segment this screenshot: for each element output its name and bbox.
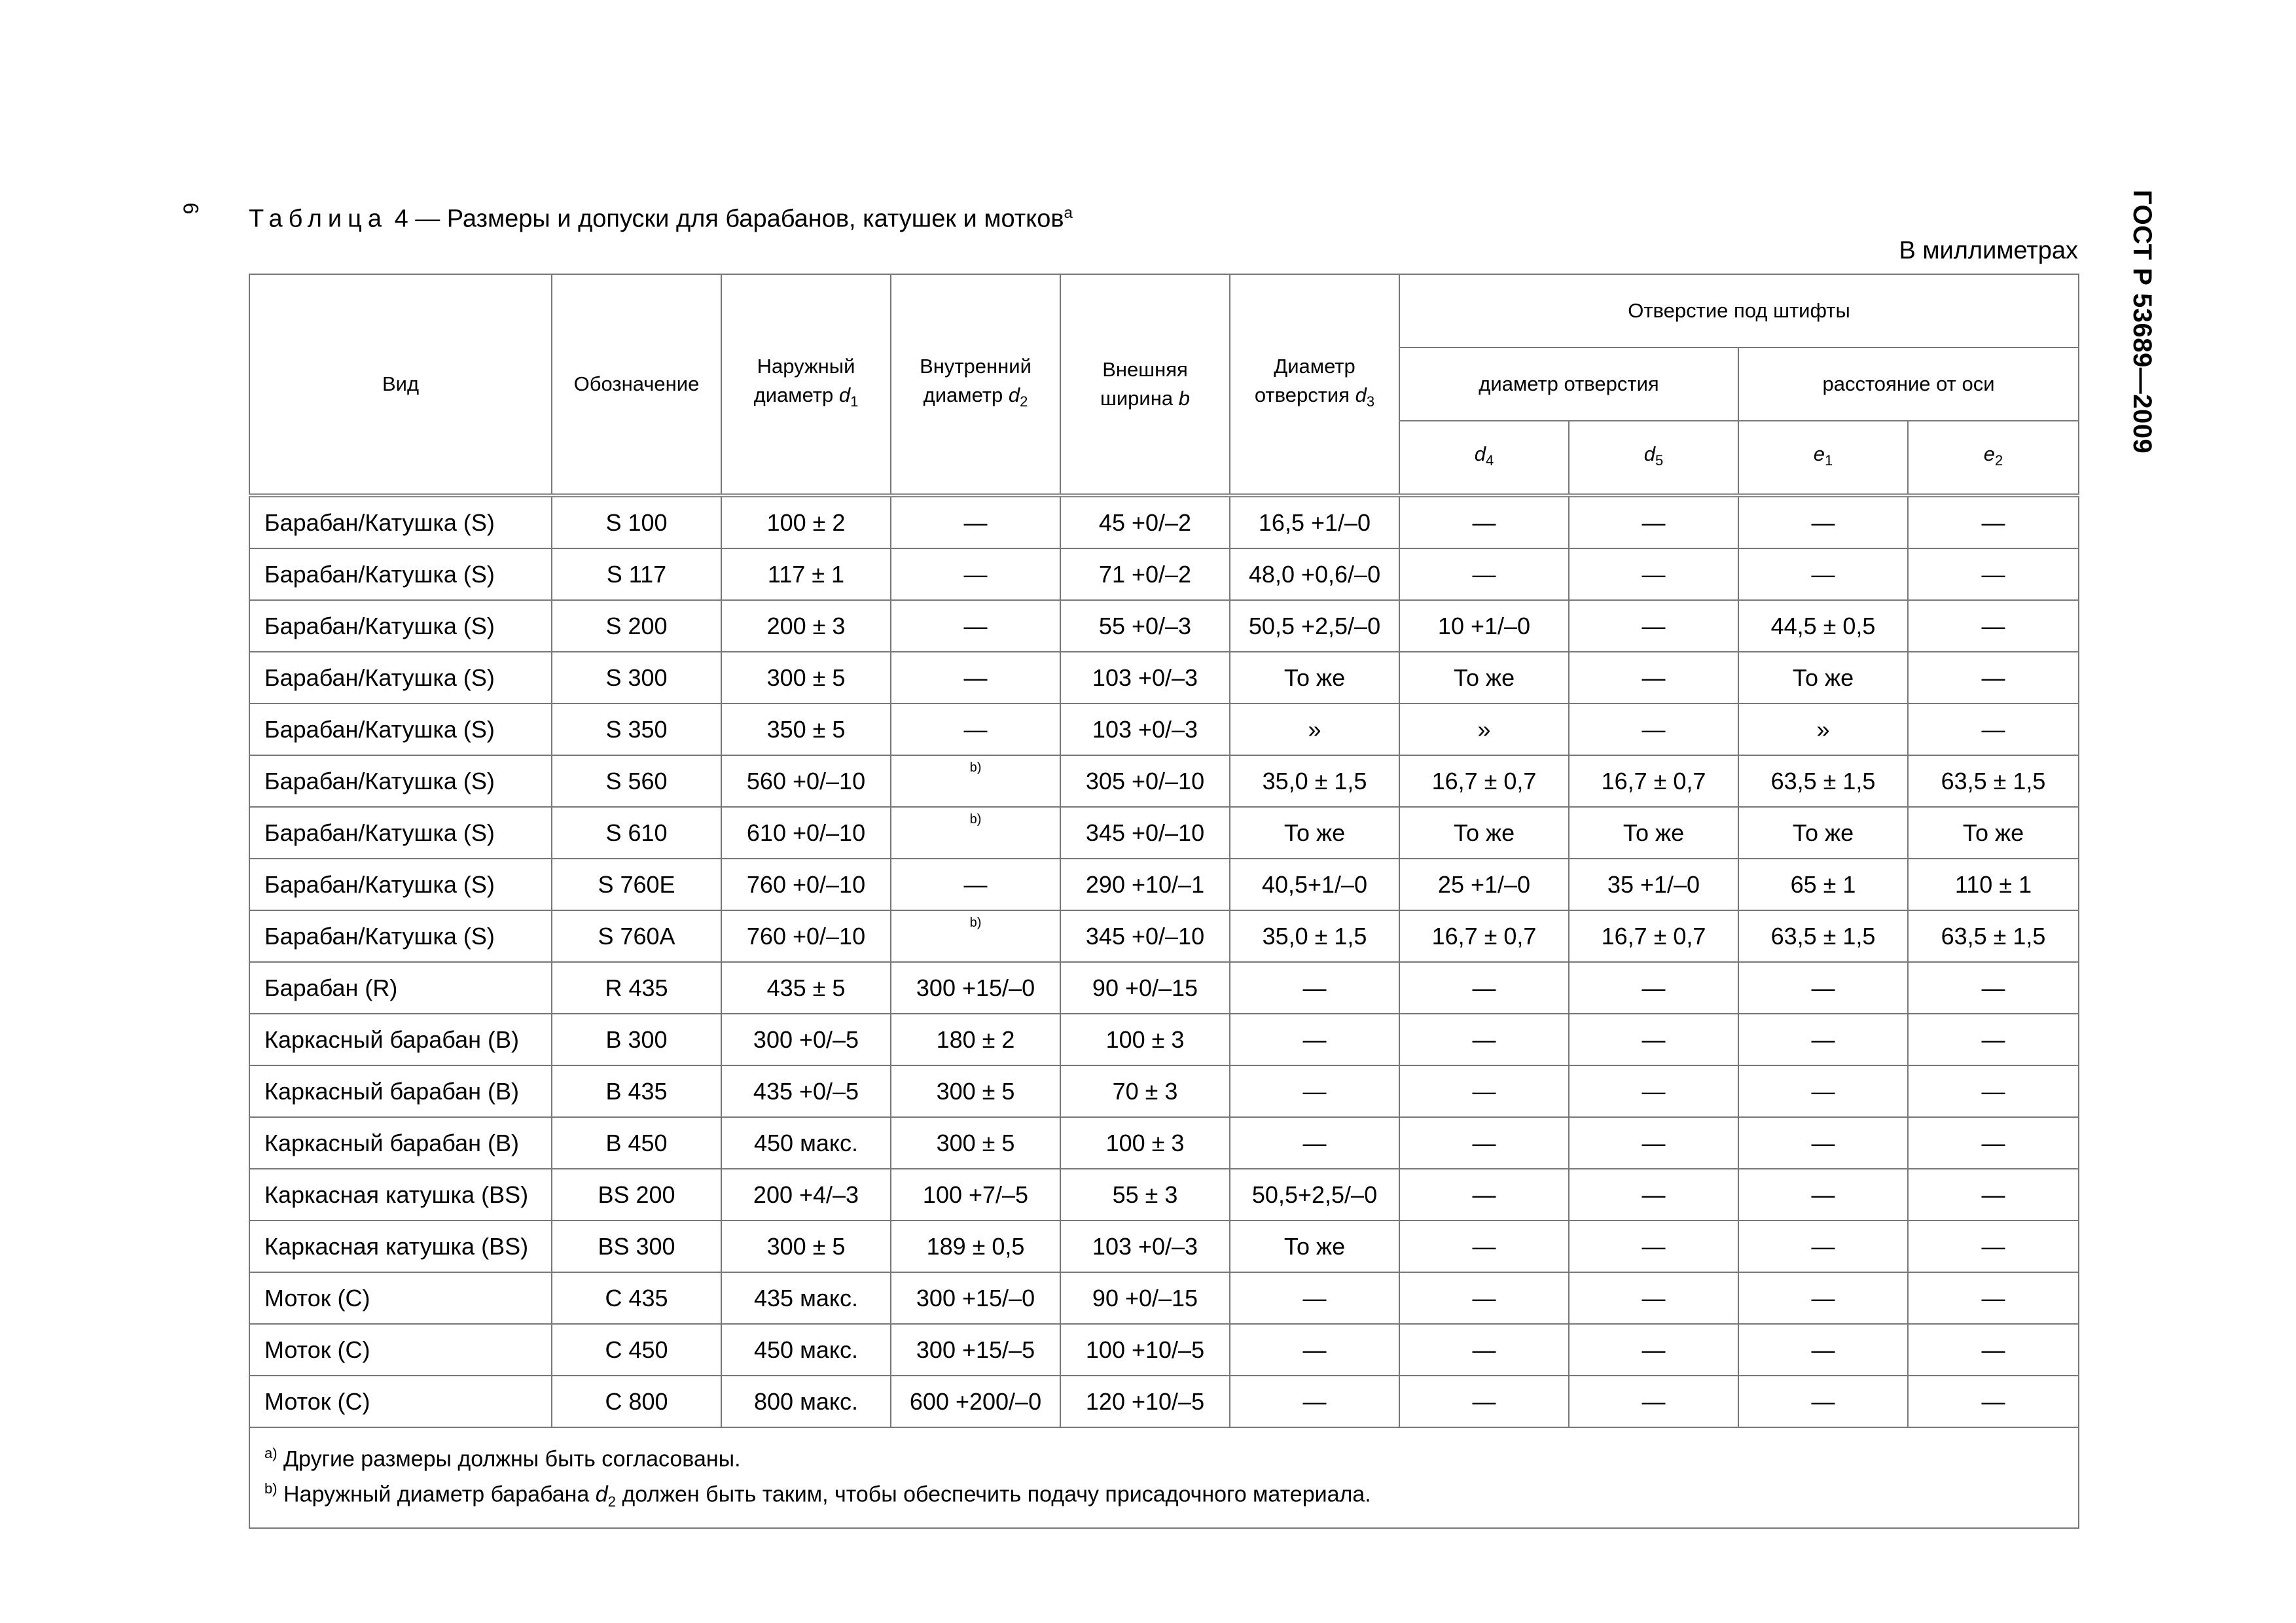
cell-d5: То же [1569, 807, 1738, 859]
cell-e2: — [1908, 1117, 2079, 1169]
header-e1-var: e [1813, 442, 1825, 465]
cell-outer-width: 345 +0/–10 [1060, 910, 1230, 962]
cell-outer-width: 55 ± 3 [1060, 1169, 1230, 1221]
cell-kind: Барабан/Катушка (S) [249, 859, 552, 910]
cell-d4: То же [1399, 807, 1569, 859]
cell-inner-diameter [891, 755, 1060, 807]
cell-outer-diameter: 100 ± 2 [721, 495, 891, 548]
cell-d5: 16,7 ± 0,7 [1569, 755, 1738, 807]
header-d4-var: d [1474, 442, 1486, 465]
cell-designation: C 435 [552, 1272, 721, 1324]
cell-e2: 63,5 ± 1,5 [1908, 755, 2079, 807]
header-d5-sub: 5 [1655, 452, 1664, 469]
table-row [249, 1117, 2079, 1169]
cell-hole-diameter: — [1230, 1324, 1399, 1376]
table-row [249, 1272, 2079, 1324]
header-designation: Обозначение [552, 274, 721, 495]
cell-outer-width: 103 +0/–3 [1060, 652, 1230, 704]
header-d4 [1399, 421, 1569, 495]
cell-d4: — [1399, 1117, 1569, 1169]
cell-e2: — [1908, 652, 2079, 704]
cell-kind: Барабан/Катушка (S) [249, 652, 552, 704]
cell-hole-diameter: — [1230, 1272, 1399, 1324]
cell-hole-diameter: 40,5+1/–0 [1230, 859, 1399, 910]
cell-d5: — [1569, 600, 1738, 652]
footnote-b-text-after: должен быть таким, чтобы обеспечить подачу присадочного материала. [615, 1482, 1371, 1507]
cell-e2: — [1908, 548, 2079, 600]
header-e2-sub: 2 [1995, 452, 2003, 469]
cell-e1: То же [1738, 652, 1908, 704]
units-note: В миллиметрах [1899, 237, 2078, 264]
cell-hole-diameter: 50,5 +2,5/–0 [1230, 600, 1399, 652]
cell-d4: — [1399, 962, 1569, 1014]
cell-hole-diameter: — [1230, 1117, 1399, 1169]
cell-d5: — [1569, 495, 1738, 548]
page-number: 6 [179, 202, 203, 215]
cell-e1: — [1738, 1065, 1908, 1117]
cell-designation: S 350 [552, 704, 721, 755]
cell-inner-diameter: — [891, 495, 1060, 548]
cell-hole-diameter: — [1230, 962, 1399, 1014]
cell-hole-diameter: 50,5+2,5/–0 [1230, 1169, 1399, 1221]
cell-outer-width: 305 +0/–10 [1060, 755, 1230, 807]
cell-d4: — [1399, 1221, 1569, 1272]
cell-d5: 35 +1/–0 [1569, 859, 1738, 910]
cell-e1: 63,5 ± 1,5 [1738, 755, 1908, 807]
cell-e1: — [1738, 1376, 1908, 1427]
footnote-b-mark: b) [264, 1480, 278, 1497]
cell-outer-diameter: 435 ± 5 [721, 962, 891, 1014]
cell-outer-width: 290 +10/–1 [1060, 859, 1230, 910]
cell-outer-diameter: 435 +0/–5 [721, 1065, 891, 1117]
cell-d4: — [1399, 1376, 1569, 1427]
cell-d4: — [1399, 1324, 1569, 1376]
cell-e1: — [1738, 495, 1908, 548]
cell-designation: B 300 [552, 1014, 721, 1065]
cell-inner-diameter: 100 +7/–5 [891, 1169, 1060, 1221]
cell-d4: — [1399, 495, 1569, 548]
cell-d5: — [1569, 1324, 1738, 1376]
cell-designation: BS 300 [552, 1221, 721, 1272]
cell-inner-diameter [891, 807, 1060, 859]
cell-outer-diameter: 435 макс. [721, 1272, 891, 1324]
cell-d5: — [1569, 548, 1738, 600]
table-row [249, 600, 2079, 652]
cell-outer-width: 71 +0/–2 [1060, 548, 1230, 600]
header-inner-diameter-text: Внутренний диаметр [920, 354, 1031, 406]
header-inner-diameter [891, 274, 1060, 495]
cell-e2: — [1908, 704, 2079, 755]
cell-d5: — [1569, 652, 1738, 704]
cell-hole-diameter: То же [1230, 1221, 1399, 1272]
cell-kind: Барабан/Катушка (S) [249, 548, 552, 600]
header-e1 [1738, 421, 1908, 495]
table-row [249, 962, 2079, 1014]
cell-e1: — [1738, 1221, 1908, 1272]
header-outer-diameter [721, 274, 891, 495]
footnote-a-mark: a) [264, 1445, 278, 1461]
cell-kind: Моток (C) [249, 1272, 552, 1324]
cell-d4: » [1399, 704, 1569, 755]
cell-e1: » [1738, 704, 1908, 755]
table-row [249, 807, 2079, 859]
cell-inner-diameter: 300 +15/–0 [891, 1272, 1060, 1324]
cell-outer-diameter: 800 макс. [721, 1376, 891, 1427]
cell-designation: S 760E [552, 859, 721, 910]
cell-e1: — [1738, 1169, 1908, 1221]
cell-hole-diameter: То же [1230, 807, 1399, 859]
cell-outer-diameter: 760 +0/–10 [721, 910, 891, 962]
cell-kind: Барабан/Катушка (S) [249, 600, 552, 652]
cell-d5: — [1569, 962, 1738, 1014]
table-row [249, 1169, 2079, 1221]
cell-hole-diameter: То же [1230, 652, 1399, 704]
cell-kind: Барабан (R) [249, 962, 552, 1014]
cell-e2: То же [1908, 807, 2079, 859]
header-outer-diameter-text: Наружный диаметр [753, 354, 855, 406]
cell-designation: R 435 [552, 962, 721, 1014]
cell-e1: 44,5 ± 0,5 [1738, 600, 1908, 652]
cell-e2: — [1908, 1376, 2079, 1427]
header-hole-diameter-sub: 3 [1366, 393, 1375, 410]
cell-e1: — [1738, 1272, 1908, 1324]
footnote-b [264, 1474, 2064, 1517]
cell-kind: Каркасный барабан (B) [249, 1117, 552, 1169]
footnote-a-text: Другие размеры должны быть согласованы. [277, 1446, 741, 1472]
cell-kind: Барабан/Катушка (S) [249, 704, 552, 755]
cell-outer-diameter: 200 ± 3 [721, 600, 891, 652]
cell-kind: Каркасный барабан (B) [249, 1065, 552, 1117]
cell-outer-width: 70 ± 3 [1060, 1065, 1230, 1117]
footnote-b-text-before: Наружный диаметр барабана [277, 1482, 596, 1507]
table-body [249, 495, 2079, 1427]
header-pin-hole-diameter: диаметр отверстия [1399, 348, 1738, 421]
cell-outer-width: 103 +0/–3 [1060, 1221, 1230, 1272]
cell-hole-diameter: 48,0 +0,6/–0 [1230, 548, 1399, 600]
cell-d4: — [1399, 1014, 1569, 1065]
cell-designation: S 610 [552, 807, 721, 859]
cell-designation: B 435 [552, 1065, 721, 1117]
cell-d5: 16,7 ± 0,7 [1569, 910, 1738, 962]
header-pin-holes: Отверстие под штифты [1399, 274, 2079, 348]
cell-inner-diameter: 300 ± 5 [891, 1065, 1060, 1117]
cell-d5: — [1569, 704, 1738, 755]
cell-e2: 63,5 ± 1,5 [1908, 910, 2079, 962]
footnote-b-sub: 2 [607, 1493, 616, 1510]
table-title-footnote-mark: a [1064, 204, 1073, 222]
header-e2-var: e [1983, 442, 1996, 465]
cell-d4: 16,7 ± 0,7 [1399, 910, 1569, 962]
cell-designation: B 450 [552, 1117, 721, 1169]
cell-outer-width: 90 +0/–15 [1060, 962, 1230, 1014]
cell-hole-diameter: » [1230, 704, 1399, 755]
cell-inner-diameter: 300 +15/–0 [891, 962, 1060, 1014]
header-d5-var: d [1643, 442, 1655, 465]
cell-designation: S 117 [552, 548, 721, 600]
cell-designation: C 450 [552, 1324, 721, 1376]
cell-d4: 10 +1/–0 [1399, 600, 1569, 652]
cell-kind: Каркасный барабан (B) [249, 1014, 552, 1065]
cell-d4: — [1399, 548, 1569, 600]
cell-kind: Барабан/Катушка (S) [249, 495, 552, 548]
cell-e2: — [1908, 1169, 2079, 1221]
cell-inner-diameter: 180 ± 2 [891, 1014, 1060, 1065]
table-title-label: Таблица [249, 205, 387, 233]
table-row [249, 1376, 2079, 1427]
cell-kind: Барабан/Катушка (S) [249, 807, 552, 859]
table-row [249, 1065, 2079, 1117]
footnote-a [264, 1438, 2064, 1474]
cell-d5: — [1569, 1376, 1738, 1427]
header-e2 [1908, 421, 2079, 495]
header-hole-diameter [1230, 274, 1399, 495]
header-outer-width-text: Внешняя ширина [1100, 358, 1188, 410]
header-outer-diameter-sub: 1 [850, 393, 859, 410]
cell-outer-width: 345 +0/–10 [1060, 807, 1230, 859]
cell-d4: 25 +1/–0 [1399, 859, 1569, 910]
cell-e1: — [1738, 1117, 1908, 1169]
cell-e1: — [1738, 548, 1908, 600]
cell-outer-diameter: 300 ± 5 [721, 1221, 891, 1272]
header-outer-width-var: b [1178, 387, 1190, 410]
header-axis-distance: расстояние от оси [1738, 348, 2079, 421]
header-outer-width [1060, 274, 1230, 495]
header-inner-diameter-var: d [1008, 383, 1020, 406]
cell-kind: Барабан/Катушка (S) [249, 910, 552, 962]
cell-outer-width: 45 +0/–2 [1060, 495, 1230, 548]
table-row [249, 1014, 2079, 1065]
cell-inner-diameter: — [891, 704, 1060, 755]
cell-outer-diameter: 350 ± 5 [721, 704, 891, 755]
cell-d5: — [1569, 1272, 1738, 1324]
cell-outer-diameter: 610 +0/–10 [721, 807, 891, 859]
table-title-text: 4 — Размеры и допуски для барабанов, катушек и мотков [394, 205, 1064, 233]
cell-hole-diameter: 35,0 ± 1,5 [1230, 755, 1399, 807]
cell-inner-diameter: 300 +15/–5 [891, 1324, 1060, 1376]
cell-e1: — [1738, 1324, 1908, 1376]
cell-designation: S 200 [552, 600, 721, 652]
cell-d4: — [1399, 1169, 1569, 1221]
footnote-ref: b) [969, 915, 982, 930]
cell-outer-width: 120 +10/–5 [1060, 1376, 1230, 1427]
footnote-b-var: d [595, 1482, 608, 1507]
cell-hole-diameter: — [1230, 1376, 1399, 1427]
cell-outer-diameter: 117 ± 1 [721, 548, 891, 600]
cell-designation: C 800 [552, 1376, 721, 1427]
cell-e2: — [1908, 962, 2079, 1014]
cell-d5: — [1569, 1117, 1738, 1169]
cell-d4: 16,7 ± 0,7 [1399, 755, 1569, 807]
cell-outer-width: 100 +10/–5 [1060, 1324, 1230, 1376]
cell-e2: — [1908, 1014, 2079, 1065]
cell-kind: Каркасная катушка (BS) [249, 1169, 552, 1221]
header-e1-sub: 1 [1825, 452, 1833, 469]
table-row [249, 548, 2079, 600]
table-row [249, 910, 2079, 962]
header-inner-diameter-sub: 2 [1020, 393, 1028, 410]
cell-e1: — [1738, 962, 1908, 1014]
footnote-ref: b) [969, 812, 982, 827]
cell-inner-diameter: 300 ± 5 [891, 1117, 1060, 1169]
cell-kind: Моток (C) [249, 1376, 552, 1427]
table-row [249, 1324, 2079, 1376]
cell-e2: — [1908, 1065, 2079, 1117]
cell-hole-diameter: 35,0 ± 1,5 [1230, 910, 1399, 962]
cell-designation: S 300 [552, 652, 721, 704]
cell-inner-diameter: — [891, 548, 1060, 600]
cell-outer-diameter: 560 +0/–10 [721, 755, 891, 807]
cell-designation: BS 200 [552, 1169, 721, 1221]
cell-e2: — [1908, 495, 2079, 548]
cell-hole-diameter: 16,5 +1/–0 [1230, 495, 1399, 548]
cell-outer-diameter: 200 +4/–3 [721, 1169, 891, 1221]
cell-designation: S 760A [552, 910, 721, 962]
cell-outer-diameter: 760 +0/–10 [721, 859, 891, 910]
cell-e2: 110 ± 1 [1908, 859, 2079, 910]
cell-e1: 63,5 ± 1,5 [1738, 910, 1908, 962]
cell-outer-diameter: 450 макс. [721, 1117, 891, 1169]
table-title [249, 204, 1073, 234]
document-code: ГОСТ Р 53689—2009 [2128, 190, 2157, 454]
cell-hole-diameter: — [1230, 1014, 1399, 1065]
table-row [249, 1221, 2079, 1272]
header-d5 [1569, 421, 1738, 495]
table-row [249, 859, 2079, 910]
cell-inner-diameter [891, 910, 1060, 962]
table-row [249, 704, 2079, 755]
cell-designation: S 100 [552, 495, 721, 548]
cell-inner-diameter: — [891, 859, 1060, 910]
table-row [249, 755, 2079, 807]
header-hole-diameter-text: Диаметр отверстия [1254, 354, 1355, 406]
cell-outer-width: 55 +0/–3 [1060, 600, 1230, 652]
cell-d4: — [1399, 1272, 1569, 1324]
cell-d5: — [1569, 1169, 1738, 1221]
cell-e1: То же [1738, 807, 1908, 859]
header-d4-sub: 4 [1486, 452, 1494, 469]
cell-inner-diameter: 600 +200/–0 [891, 1376, 1060, 1427]
table-footnotes [249, 1427, 2079, 1528]
cell-e2: — [1908, 1324, 2079, 1376]
cell-inner-diameter: 189 ± 0,5 [891, 1221, 1060, 1272]
cell-outer-width: 100 ± 3 [1060, 1014, 1230, 1065]
cell-designation: S 560 [552, 755, 721, 807]
footnote-ref: b) [969, 760, 982, 775]
cell-kind: Каркасная катушка (BS) [249, 1221, 552, 1272]
cell-outer-diameter: 300 ± 5 [721, 652, 891, 704]
cell-outer-width: 103 +0/–3 [1060, 704, 1230, 755]
cell-kind: Моток (C) [249, 1324, 552, 1376]
cell-e2: — [1908, 600, 2079, 652]
cell-e2: — [1908, 1272, 2079, 1324]
cell-e1: — [1738, 1014, 1908, 1065]
table-row [249, 652, 2079, 704]
header-hole-diameter-var: d [1355, 383, 1367, 406]
cell-d5: — [1569, 1014, 1738, 1065]
cell-e1: 65 ± 1 [1738, 859, 1908, 910]
table-row [249, 495, 2079, 548]
cell-e2: — [1908, 1221, 2079, 1272]
cell-outer-width: 90 +0/–15 [1060, 1272, 1230, 1324]
cell-d4: То же [1399, 652, 1569, 704]
dimensions-table [249, 274, 2079, 1529]
cell-hole-diameter: — [1230, 1065, 1399, 1117]
cell-inner-diameter: — [891, 652, 1060, 704]
cell-d5: — [1569, 1221, 1738, 1272]
header-kind: Вид [249, 274, 552, 495]
cell-outer-diameter: 300 +0/–5 [721, 1014, 891, 1065]
cell-d4: — [1399, 1065, 1569, 1117]
cell-inner-diameter: — [891, 600, 1060, 652]
cell-outer-diameter: 450 макс. [721, 1324, 891, 1376]
cell-d5: — [1569, 1065, 1738, 1117]
header-outer-diameter-var: d [838, 383, 851, 406]
cell-kind: Барабан/Катушка (S) [249, 755, 552, 807]
cell-outer-width: 100 ± 3 [1060, 1117, 1230, 1169]
